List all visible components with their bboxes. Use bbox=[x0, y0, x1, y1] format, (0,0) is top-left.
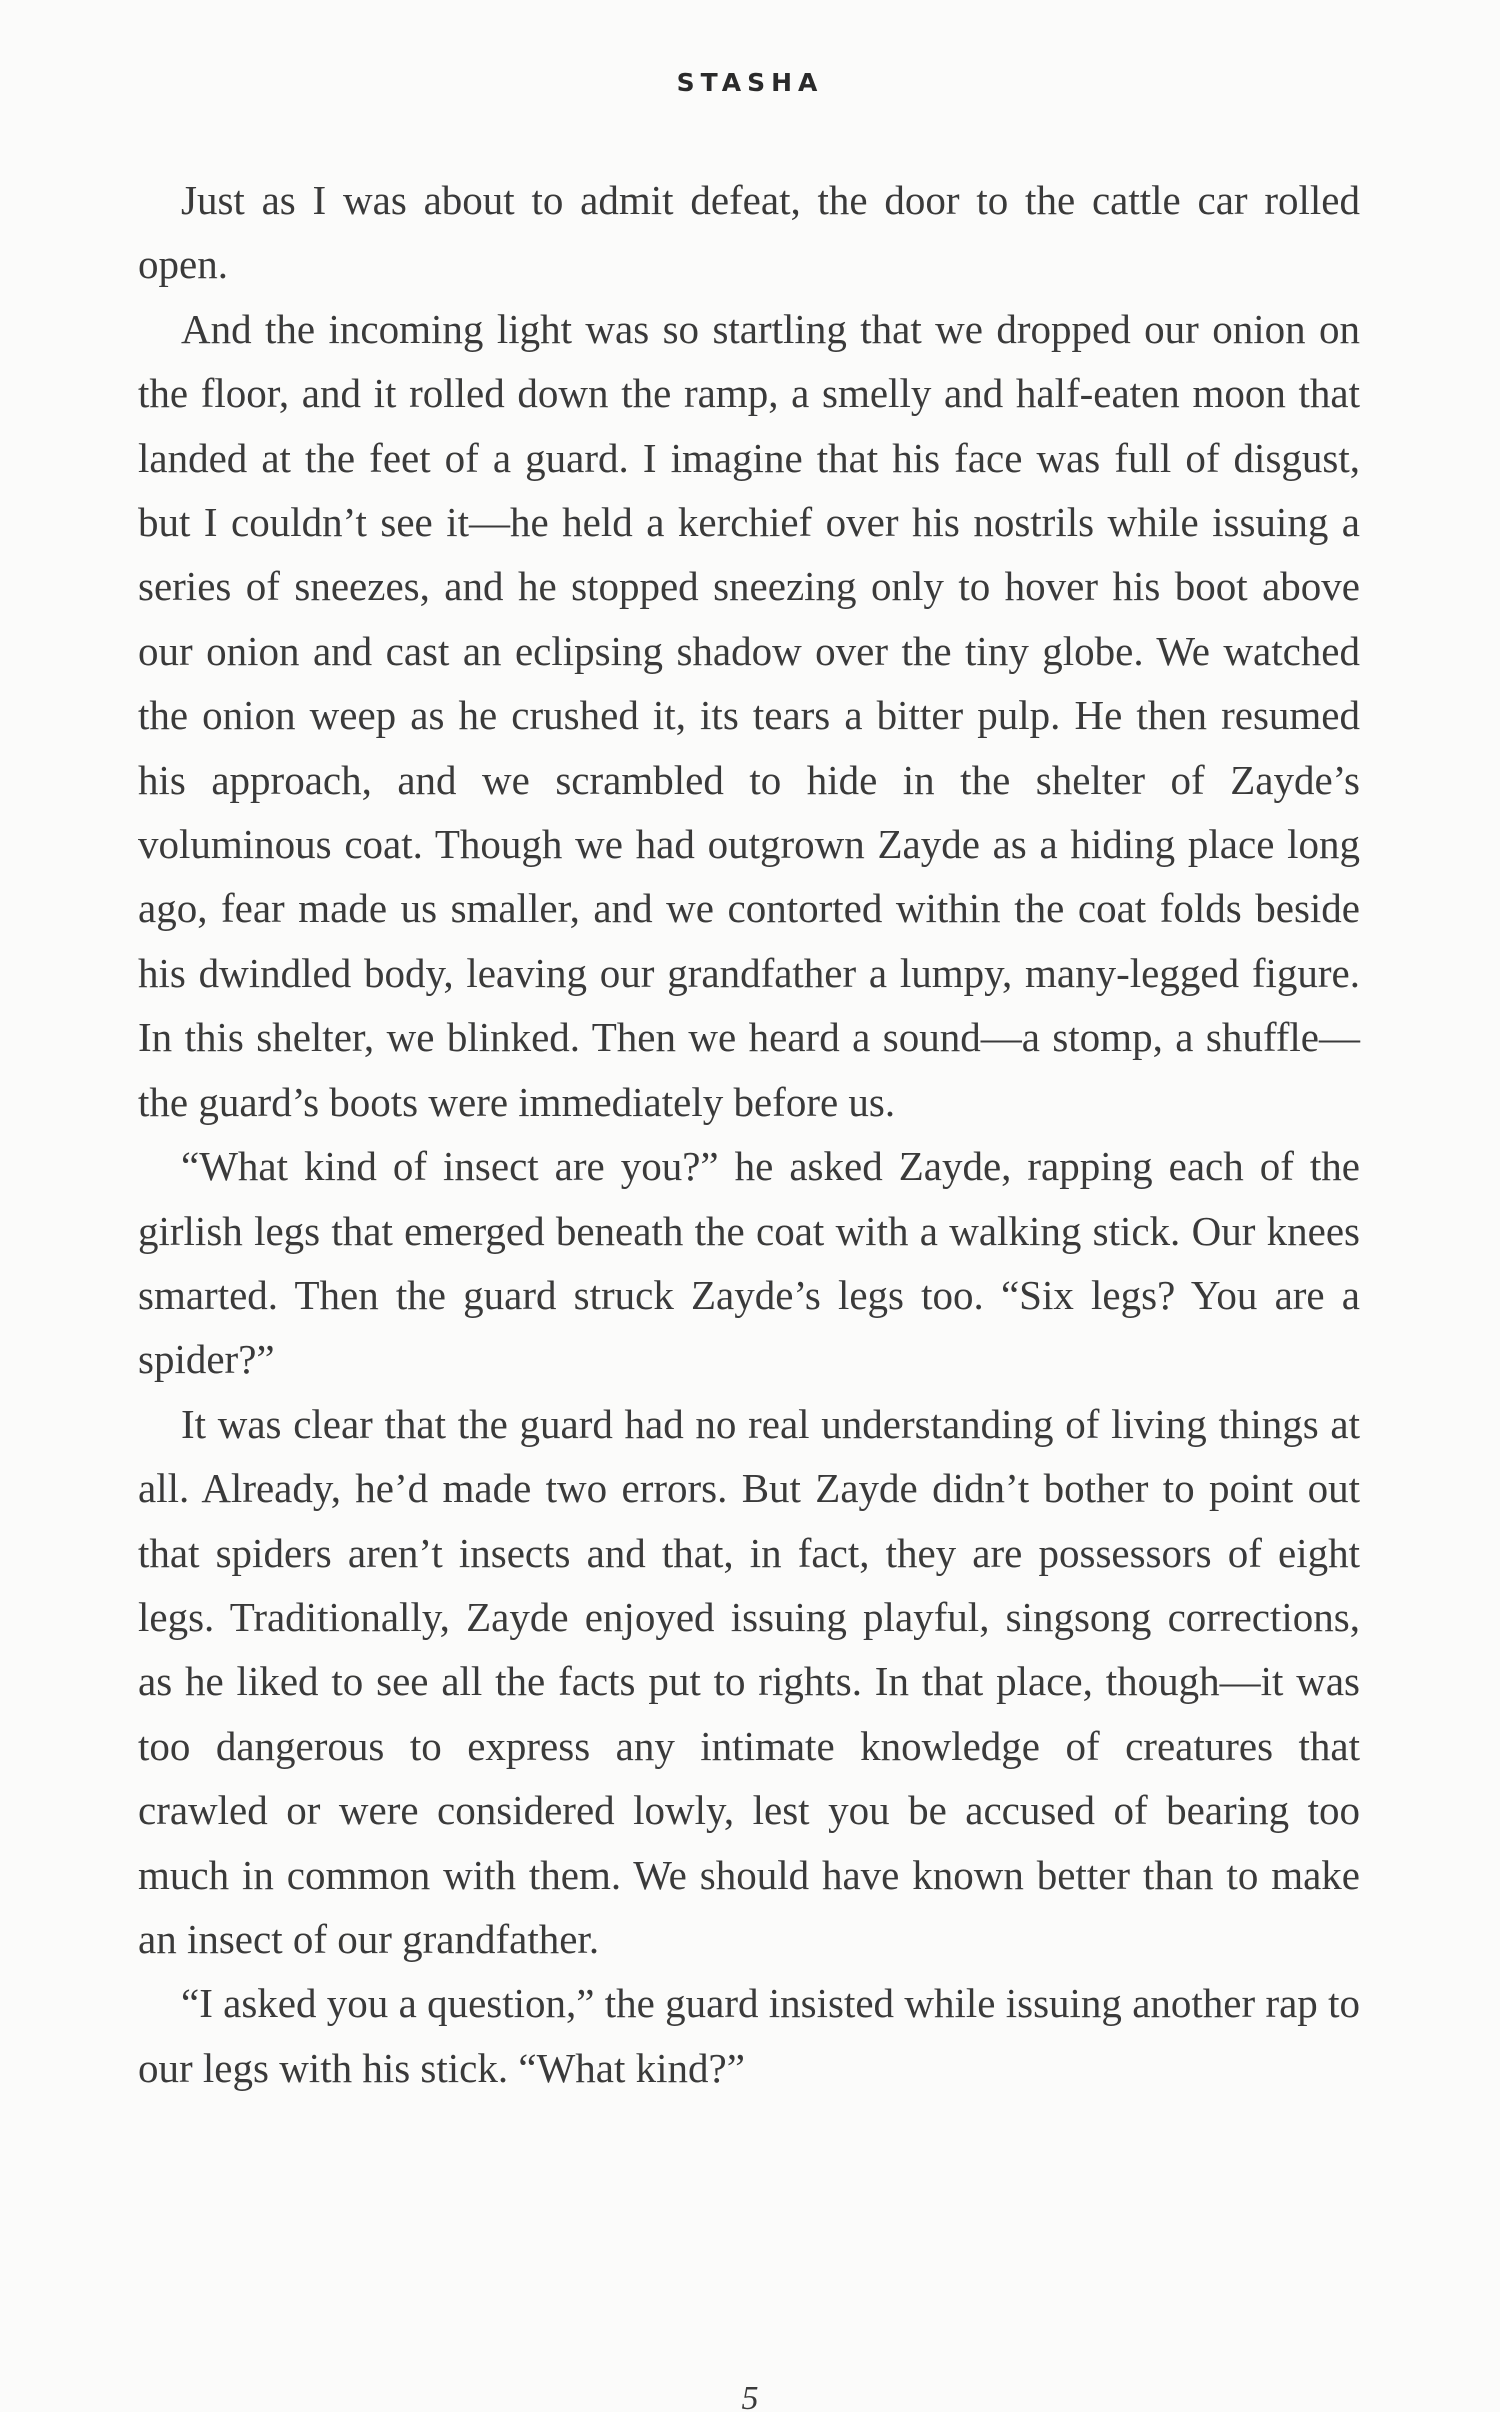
paragraph: “What kind of insect are you?” he asked Zayde, rapping each of the girlish legs that emerged beneath the coat with a walking stick. Our knees smarted. Then the guard struck Zayde’s legs too. “Six legs? You are a spider?” bbox=[138, 1143, 1360, 1383]
page-number: 5 bbox=[741, 2380, 759, 2417]
paragraph: Just as I was about to admit defeat, the door to the cattle car rolled open. bbox=[138, 177, 1360, 288]
paragraph: “I asked you a question,” the guard insisted while issuing another rap to our legs with his stick. “What kind?” bbox=[138, 1980, 1360, 2091]
paragraph: It was clear that the guard had no real understanding of living things at all. Already, he’d made two errors. But Zayde didn’t bother to point out that spiders aren’t insects and that, in fact, they are possessors of eight legs. Traditionally, Zayde enjoyed issuing playful, singsong corrections, as he liked to see all the facts put to rights. In that place, though—it was too dangerous to express any intimate knowledge of creatures that crawled or were considered lowly, lest you be accused of bearing too much in common with them. We should have known better than to make an insect of our grandfather. bbox=[138, 1400, 1360, 1962]
running-head: STASHA bbox=[676, 68, 824, 97]
body-text bbox=[138, 168, 1360, 2100]
paragraph: And the incoming light was so startling that we dropped our onion on the floor, and it rolled down the ramp, a smelly and half-eaten moon that landed at the feet of a guard. I imagine that his face was full of disgust, but I couldn’t see it—he held a kerchief over his nostrils while issuing a series of sneezes, and he stopped sneezing only to hover his boot above our onion and cast an eclipsing shadow over the tiny globe. We watched the onion weep as he crushed it, its tears a bitter pulp. He then resumed his approach, and we scrambled to hide in the shelter of Zayde’s voluminous coat. Though we had outgrown Zayde as a hiding place long ago, fear made us smaller, and we contorted within the coat folds beside his dwindled body, leaving our grandfather a lumpy, many-legged figure. In this shelter, we blinked. Then we heard a sound—a stomp, a shuffle—the guard’s boots were immediately before us. bbox=[138, 305, 1360, 1125]
